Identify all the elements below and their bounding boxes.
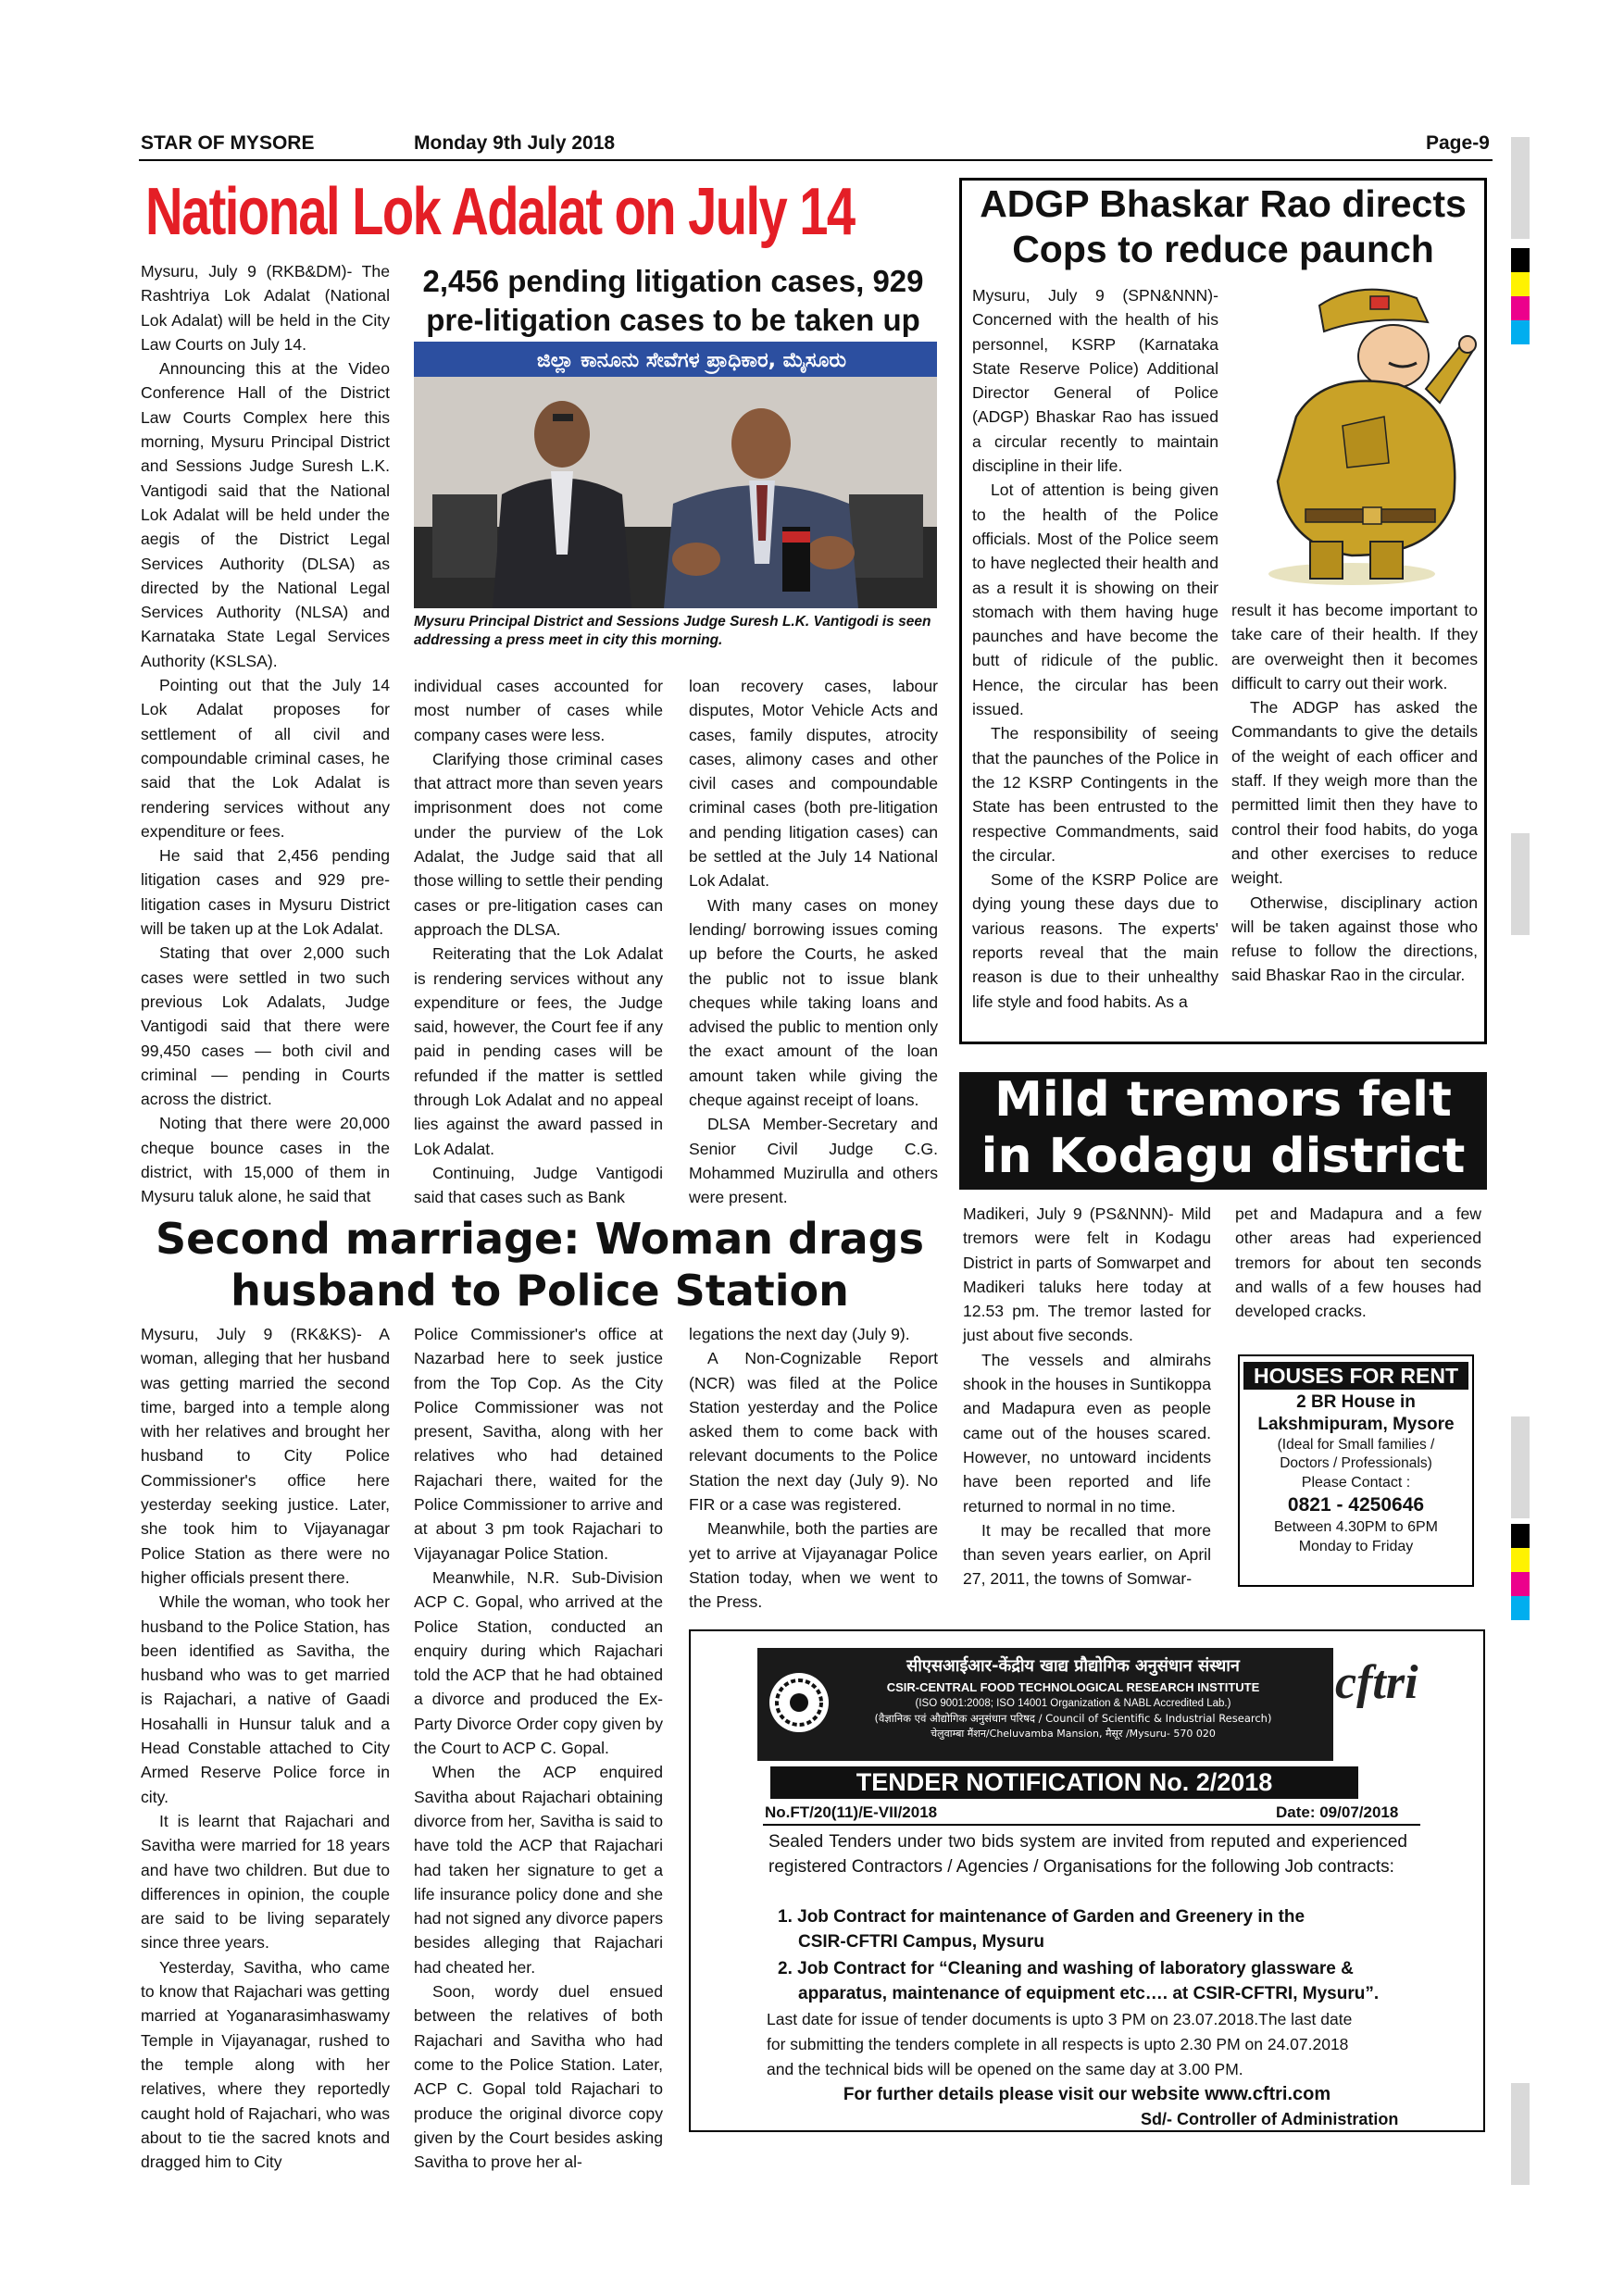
paragraph: While the woman, who took her husband to the Police Station, has been identified as Savitha, the husband who was to get married is Rajachari, a native of Gaadi Hosahalli in Hunsur taluk and a Head Constable attached to City Armed Reserve Police force in city.: [141, 1592, 390, 1806]
paragraph: Continuing, Judge Vantigodi said that cases such as Bank: [414, 1163, 663, 1207]
tremors-headline-line-1: Mild tremors felt: [994, 1072, 1452, 1128]
paragraph: DLSA Member-Secretary and Senior Civil Judge C.G. Mohammed Muzirulla and others were present.: [689, 1115, 938, 1207]
registration-magenta: [1511, 296, 1530, 320]
cftri-address: चेलुवाम्बा मैंशन/Cheluvamba Mansion, मैसूर /Mysuru- 570 020: [931, 1728, 1216, 1740]
paragraph: When the ACP enquired Savitha about Rajachari obtaining divorce from her, Savitha is said to have told the ACP that Rajachari had taken her signature to get a life insurance policy done and she had not signed any divorce papers besides alleging that Rajachari had cheated her.: [414, 1763, 663, 1977]
tender-reference: No.FT/20(11)/E-VII/2018: [765, 1803, 938, 1821]
website-prefix: For further details please visit our: [843, 2085, 1132, 2104]
marriage-col-2: [414, 1322, 663, 2174]
csir-emblem-icon: [767, 1670, 831, 1735]
paragraph: Mysuru, July 9 (SPN&NNN)- Concerned with the health of his personnel, KSRP (Karnataka State Reserve Police) Additional Director General of Police (ADGP) Bhaskar Rao has issued a circular recently to maintain discipline in their life.: [972, 286, 1218, 476]
tender-item-1: [778, 1904, 1417, 1954]
ad-line: Doctors / Professionals): [1280, 1455, 1432, 1471]
ad-line: Between 4.30PM to 6PM: [1274, 1519, 1438, 1535]
tender-signature: Sd/- Controller of Administration: [1141, 2110, 1399, 2128]
ad-line: Lakshmipuram, Mysore: [1257, 1415, 1455, 1434]
paragraph: Some of the KSRP Police are dying young these days due to various reasons. The experts' reports reveal that the main reason is due to their unhealthy life style and food habits. As a: [972, 870, 1218, 1011]
tender-title: TENDER NOTIFICATION No. 2/2018: [770, 1766, 1358, 1799]
lok-adalat-col-3: [689, 674, 938, 1210]
lok-adalat-subhead: [409, 262, 937, 340]
tremors-col-1: [963, 1202, 1211, 1591]
paragraph: Pointing out that the July 14 Lok Adalat proposes for settlement of all civil and compoundable criminal cases, he said that the Lok Adalat is rendering services without any expenditure or fees.: [141, 676, 390, 841]
paragraph: loan recovery cases, labour disputes, Motor Vehicle Acts and cases, family disputes, atrocity cases, alimony cases and other civil cases and compoundable criminal cases (both pre-litigation and pending litigation cases) can be settled at the July 14 National Lok Adalat.: [689, 677, 938, 891]
police-cartoon-illustration: [1231, 278, 1477, 597]
registration-yellow: [1511, 272, 1530, 296]
paragraph: The vessels and almirahs shook in the houses in Suntikoppa and Madapura even as people came out of the houses scared. However, no untoward incidents have been reported and life returned to normal in no time.: [963, 1350, 1212, 1516]
paragraph: Lot of attention is being given to the health of the Police officials. Most of the Police seem to have neglected their health and as a result it is showing on their stomach with them having huge paunches and have become the butt of ridicule of the public. Hence, the circular has been issued.: [972, 480, 1218, 719]
paragraph: It may be recalled that more than seven years earlier, on April 27, 2011, the towns of Somwar-: [963, 1520, 1211, 1589]
subhead-line-1: 2,456 pending litigation cases, 929: [422, 264, 924, 298]
registration-black: [1511, 248, 1530, 272]
tremors-col-2: [1235, 1202, 1481, 1323]
tender-item-1-line-1: 1. Job Contract for maintenance of Garden and Greenery in the: [778, 1907, 1305, 1927]
ad-title: HOUSES FOR RENT: [1243, 1362, 1468, 1390]
cftri-header-banner: [757, 1648, 1333, 1761]
registration-black: [1511, 1524, 1530, 1548]
adgp-headline-line-2: Cops to reduce paunch: [1012, 228, 1434, 270]
registration-cyan: [1511, 1596, 1530, 1620]
tender-website-line: [689, 2084, 1485, 2105]
cftri-logo: cftri: [1335, 1656, 1418, 1709]
registration-magenta: [1511, 1572, 1530, 1596]
paragraph: Reiterating that the Lok Adalat is rendering services without any expenditure or fees, the Judge said, however, the Court fee if any paid in pending cases will be refunded if the matter is settled through Lok Adalat and no appeal lies against the award passed in Lok Adalat.: [414, 944, 663, 1158]
tender-item-2-line-2: apparatus, maintenance of equipment etc…. at CSIR-CFTRI, Mysuru”.: [798, 1984, 1380, 2003]
lok-adalat-col-1: [141, 259, 390, 1209]
tender-date: Date: 09/07/2018: [1276, 1803, 1399, 1821]
marriage-headline-line-1: Second marriage: Woman drags: [156, 1214, 924, 1264]
paragraph: Soon, wordy duel ensued between the relatives of both Rajachari and Savitha who had come to the Police Station. Later, ACP C. Gopal told Rajachari to produce the original divorce copy given by the Court besides asking Savitha to prove her al-: [414, 1982, 663, 2172]
cftri-hindi-title: सीएसआईआर-केंद्रीय खाद्य प्रौद्योगिक अनुसंधान संस्थान: [906, 1656, 1240, 1676]
paragraph: A Non-Cognizable Report (NCR) was filed at the Police Station yesterday and the Police asked them to come back with relevant documents to the Police Station the next day (July 9). No FIR or a case was registered.: [689, 1349, 938, 1515]
tender-item-2-line-1: 2. Job Contract for “Cleaning and washing of laboratory glassware &: [778, 1959, 1354, 1978]
tender-item-1-line-2: CSIR-CFTRI Campus, Mysuru: [798, 1932, 1045, 1952]
cftri-iso: (ISO 9001:2008; ISO 14001 Organization & NABL Accredited Lab.): [915, 1698, 1231, 1709]
photo-caption: Mysuru Principal District and Sessions Judge Suresh L.K. Vantigodi is seen addressing a press meet in city this morning.: [414, 614, 931, 648]
paragraph: Mysuru, July 9 (RKB&DM)- The Rashtriya Lok Adalat (National Lok Adalat) will be held in the City Law Courts on July 14.: [141, 262, 390, 354]
tender-rule: [763, 1824, 1420, 1826]
lok-adalat-headline: National Lok Adalat on July 14: [145, 175, 855, 249]
adgp-headline-line-1: ADGP Bhaskar Rao directs: [980, 182, 1467, 225]
press-meet-photo: [414, 342, 937, 608]
tender-dates-line-2: for submitting the tenders complete in all respects is upto 2.30 PM on 24.07.2018: [767, 2035, 1349, 2053]
margin-bar: [1511, 137, 1530, 239]
lok-adalat-col-2: [414, 674, 663, 1210]
cftri-institute-name: CSIR-CENTRAL FOOD TECHNOLOGICAL RESEARCH INSTITUTE: [886, 1680, 1260, 1694]
paragraph: Stating that over 2,000 such cases were settled in two such previous Lok Adalats, Judge Vantigodi said that there were 99,450 cases — both civil and criminal — pending in Courts across the district.: [141, 943, 390, 1109]
tender-dates: [767, 2007, 1415, 2082]
ad-line: 2 BR House in: [1296, 1392, 1416, 1412]
paragraph: The ADGP has asked the Commandants to give the details of the weight of each officer and staff. If they weigh more than the permitted limit then they have to control their food habits, do yoga and other exercises to reduce weight.: [1231, 698, 1478, 888]
tender-dates-line-1: Last date for issue of tender documents is upto 3 PM on 23.07.2018.The last date: [767, 2010, 1353, 2028]
photo-banner-text: ಜಿಲ್ಲಾ ಕಾನೂನು ಸೇವೆಗಳ ಪ್ರಾಧಿಕಾರ, ಮೈಸೂರು: [536, 349, 847, 372]
ad-line: Monday to Friday: [1298, 1539, 1414, 1554]
tender-intro: Sealed Tenders under two bids system are invited from reputed and experienced registered Contractors / Agencies / Organisations for the following Job contracts:: [768, 1832, 1407, 1877]
tremors-headline-line-2: in Kodagu district: [981, 1129, 1466, 1184]
marriage-headline: [137, 1213, 943, 1316]
paragraph: Meanwhile, N.R. Sub-Division ACP C. Gopal, who arrived at the Police Station, conducted an enquiry during which Rajachari told the ACP that he had obtained a divorce and produced the Ex-Party Divorce Order copy given by the Court to ACP C. Gopal.: [414, 1567, 663, 1758]
paragraph: Police Commissioner's office at Nazarbad here to seek justice from the Top Cop. As the City Police Commissioner was not present, Savitha, along with her relatives who had detained Rajachari there, waited for the Police Commissioner to arrive and at about 3 pm took Rajachari to Vijayanagar Police Station.: [414, 1325, 663, 1563]
marriage-col-3: [689, 1322, 938, 1615]
paragraph: Yesterday, Savitha, who came to know that Rajachari was getting married at Yoganarasimhaswamy Temple in Vijayanagar, rushed to the temple along with her relatives, where they reportedly caught hold of Rajachari, who was about to tie the sacred knots and dragged him to City: [141, 1957, 390, 2172]
marriage-col-1: [141, 1322, 390, 2174]
margin-bar: [1511, 1416, 1530, 1518]
ad-line: (Ideal for Small families /: [1277, 1437, 1435, 1453]
paragraph: He said that 2,456 pending litigation cases and 929 pre-litigation cases in Mysuru District will be taken up at the Lok Adalat.: [141, 846, 390, 939]
paragraph: Otherwise, disciplinary action will be taken against those who refuse to follow the directions, said Bhaskar Rao in the circular.: [1231, 892, 1478, 985]
paper-name: STAR OF MYSORE: [141, 132, 315, 154]
tender-dates-line-3: and the technical bids will be opened on the same day at 3.00 PM.: [767, 2060, 1243, 2078]
ad-phone: 0821 - 4250646: [1287, 1494, 1425, 1516]
margin-bar: [1511, 2083, 1530, 2185]
adgp-col-2: [1231, 598, 1478, 988]
paragraph: The responsibility of seeing that the paunches of the Police in the 12 KSRP Contingents in the State has been entrusted to the respective Commandments, said the circular.: [972, 724, 1218, 865]
ad-line: Please Contact :: [1301, 1475, 1411, 1491]
masthead-rule: [139, 159, 1493, 161]
paragraph: legations the next day (July 9).: [689, 1325, 910, 1343]
marriage-headline-line-2: husband to Police Station: [231, 1266, 849, 1316]
tender-item-2: [778, 1956, 1417, 2006]
paragraph: It is learnt that Rajachari and Savitha were married for 18 years and have two children. But due to differences in opinion, the couple are said to be living separately since three years.: [141, 1811, 390, 1953]
website-link[interactable]: website www.cftri.com: [1131, 2084, 1331, 2104]
subhead-line-2: pre-litigation cases to be taken up: [426, 303, 920, 337]
tremors-headline: [959, 1072, 1487, 1190]
cftri-council: (वैज्ञानिक एवं औद्योगिक अनुसंधान परिषद / Council of Scientific & Industrial Research): [874, 1712, 1272, 1725]
adgp-col-1: [972, 283, 1218, 1014]
paragraph: result it has become important to take care of their health. If they are overweight then it becomes difficult to carry out their work.: [1231, 601, 1478, 693]
paragraph: Clarifying those criminal cases that attract more than seven years imprisonment does not come under the purview of the Lok Adalat, the Judge said that all those willing to settle their pending cases or pre-litigation cases can approach the DLSA.: [414, 749, 663, 939]
paragraph: pet and Madapura and a few other areas had experienced tremors for about ten seconds and walls of a few houses had developed cracks.: [1235, 1204, 1481, 1321]
paragraph: Announcing this at the Video Conference Hall of the District Law Courts Complex here this morning, Mysuru Principal District and Sessions Judge Suresh L.K. Vantigodi said that the National Lok Adalat will be held under the aegis of the District Legal Services Authority (DLSA) as directed by the National Legal Services Authority (NLSA) and Karnataka State Legal Services Authority (KSLSA).: [141, 359, 390, 670]
paragraph: Meanwhile, both the parties are yet to arrive at Vijayanagar Police Station today, when we went to the Press.: [689, 1519, 938, 1612]
registration-cyan: [1511, 320, 1530, 344]
paragraph: Noting that there were 20,000 cheque bounce cases in the district, with 15,000 of them in Mysuru taluk alone, he said that: [141, 1114, 390, 1206]
paragraph: Mysuru, July 9 (RK&KS)- A woman, alleging that her husband was getting married the second time, barged into a temple along with her relatives and brought her husband to City Police Commissioner's office here yesterday seeking justice. Later, she took him to Vijayanagar Police Station as there were no higher officials present there.: [141, 1325, 390, 1587]
registration-yellow: [1511, 1548, 1530, 1572]
paragraph: individual cases accounted for most number of cases while company cases were less.: [414, 677, 663, 744]
adgp-headline: [963, 181, 1483, 272]
issue-date: Monday 9th July 2018: [414, 132, 616, 154]
page-number: Page-9: [1426, 132, 1490, 154]
margin-bar: [1511, 833, 1530, 935]
paragraph: Madikeri, July 9 (PS&NNN)- Mild tremors were felt in Kodagu District in parts of Somwarpet and Madikeri taluks here today at 12.53 pm. The tremor lasted for just about five seconds.: [963, 1204, 1211, 1345]
paragraph: With many cases on money lending/ borrowing issues coming up before the Courts, he asked the public not to issue blank cheques while taking loans and advised the public to mention only the exact amount of the loan amount taken while giving the cheque against receipt of loans.: [689, 895, 938, 1110]
houses-for-rent-ad: [1238, 1354, 1474, 1587]
